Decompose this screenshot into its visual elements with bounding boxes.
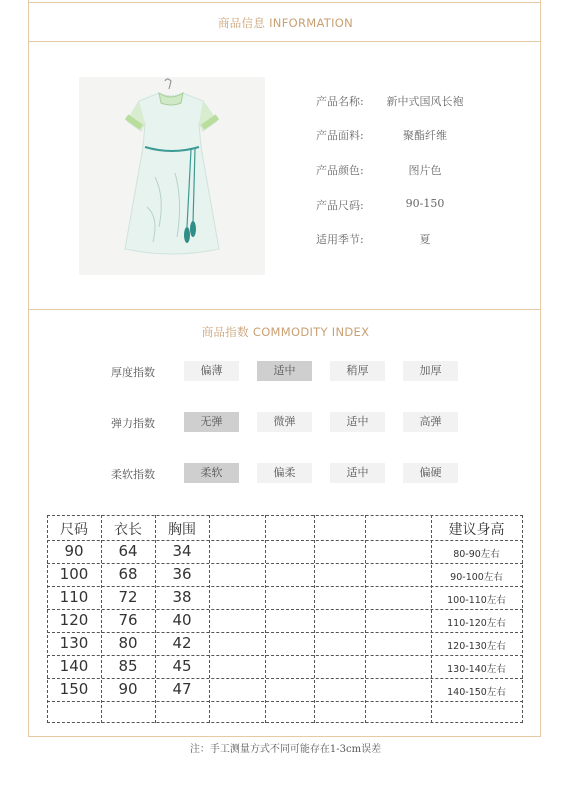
table-line (47, 586, 523, 587)
size-cell-length: 80 (118, 634, 138, 652)
index-row-softness (0, 463, 571, 483)
info-label: 产品尺码: (316, 199, 364, 212)
index-label: 柔软指数 (111, 468, 155, 481)
info-value: 新中式国风长袍 (386, 95, 464, 108)
index-chip: 适中 (330, 463, 385, 483)
section-divider (28, 309, 541, 310)
index-label: 厚度指数 (111, 366, 155, 379)
size-cell-height: 110-120左右 (447, 618, 506, 629)
size-cell-chest: 40 (172, 611, 192, 629)
info-section-title: 商品信息 INFORMATION (217, 16, 354, 30)
table-line (522, 515, 523, 723)
info-label: 产品名称: (316, 95, 364, 108)
info-row-season (0, 231, 571, 249)
index-chip: 微弹 (257, 412, 312, 432)
table-line (47, 678, 523, 679)
size-table (47, 515, 523, 723)
size-cell-height: 130-140左右 (447, 664, 506, 675)
index-chip: 偏硬 (403, 463, 458, 483)
size-cell-chest: 42 (172, 634, 192, 652)
size-cell-size: 110 (59, 588, 89, 606)
table-line (47, 515, 523, 516)
table-line (47, 540, 523, 541)
table-line (314, 515, 315, 723)
info-row-color (0, 162, 571, 180)
index-chip: 适中 (257, 361, 312, 381)
measurement-note: 注：手工测量方式不同可能存在1-3cm误差 (189, 744, 382, 755)
info-row-name (0, 93, 571, 111)
size-cell-chest: 34 (172, 542, 192, 560)
info-value: 聚酯纤维 (403, 129, 447, 142)
index-label: 弹力指数 (111, 417, 155, 430)
size-cell-size: 150 (59, 680, 89, 698)
index-chip: 柔软 (184, 463, 239, 483)
size-cell-size: 90 (64, 542, 84, 560)
info-label: 产品颜色: (316, 164, 364, 177)
index-chip: 偏薄 (184, 361, 239, 381)
size-cell-size: 100 (59, 565, 89, 583)
info-value: 90-150 (405, 197, 445, 210)
info-value: 夏 (419, 233, 431, 246)
table-line (47, 563, 523, 564)
size-cell-height: 100-110左右 (447, 595, 506, 606)
info-value: 图片色 (408, 164, 442, 177)
table-line (209, 515, 210, 723)
info-row-fabric (0, 127, 571, 145)
size-cell-chest: 36 (172, 565, 192, 583)
size-cell-length: 72 (118, 588, 138, 606)
header-size: 尺码 (60, 522, 88, 538)
table-line (47, 701, 523, 702)
size-cell-height: 120-130左右 (447, 641, 506, 652)
top-divider (28, 2, 541, 3)
index-chip: 加厚 (403, 361, 458, 381)
size-cell-height: 140-150左右 (447, 687, 506, 698)
size-cell-length: 85 (118, 657, 138, 675)
info-label: 产品面料: (316, 129, 364, 142)
index-chip: 偏柔 (257, 463, 312, 483)
info-header-divider (28, 41, 541, 42)
size-cell-chest: 45 (172, 657, 192, 675)
size-cell-length: 76 (118, 611, 138, 629)
table-line (365, 515, 366, 723)
size-cell-size: 130 (59, 634, 89, 652)
size-cell-height: 80-90左右 (453, 549, 500, 560)
index-chip: 适中 (330, 412, 385, 432)
index-row-thickness (0, 361, 571, 381)
table-line (47, 722, 523, 723)
index-chip: 稍厚 (330, 361, 385, 381)
table-line (265, 515, 266, 723)
index-row-elasticity (0, 412, 571, 432)
size-cell-size: 120 (59, 611, 89, 629)
size-cell-length: 90 (118, 680, 138, 698)
info-row-size (0, 197, 571, 215)
table-line (47, 655, 523, 656)
header-chest: 胸围 (168, 522, 196, 538)
size-cell-size: 140 (59, 657, 89, 675)
size-cell-length: 68 (118, 565, 138, 583)
size-cell-chest: 47 (172, 680, 192, 698)
size-cell-chest: 38 (172, 588, 192, 606)
index-chip: 无弹 (184, 412, 239, 432)
table-line (47, 632, 523, 633)
info-label: 适用季节: (316, 233, 364, 246)
header-height: 建议身高 (448, 522, 505, 538)
index-chip: 高弹 (403, 412, 458, 432)
index-section-title: 商品指数 COMMODITY INDEX (201, 325, 370, 339)
size-cell-height: 90-100左右 (450, 572, 503, 583)
size-cell-length: 64 (118, 542, 138, 560)
table-line (47, 609, 523, 610)
header-length: 衣长 (114, 522, 142, 538)
